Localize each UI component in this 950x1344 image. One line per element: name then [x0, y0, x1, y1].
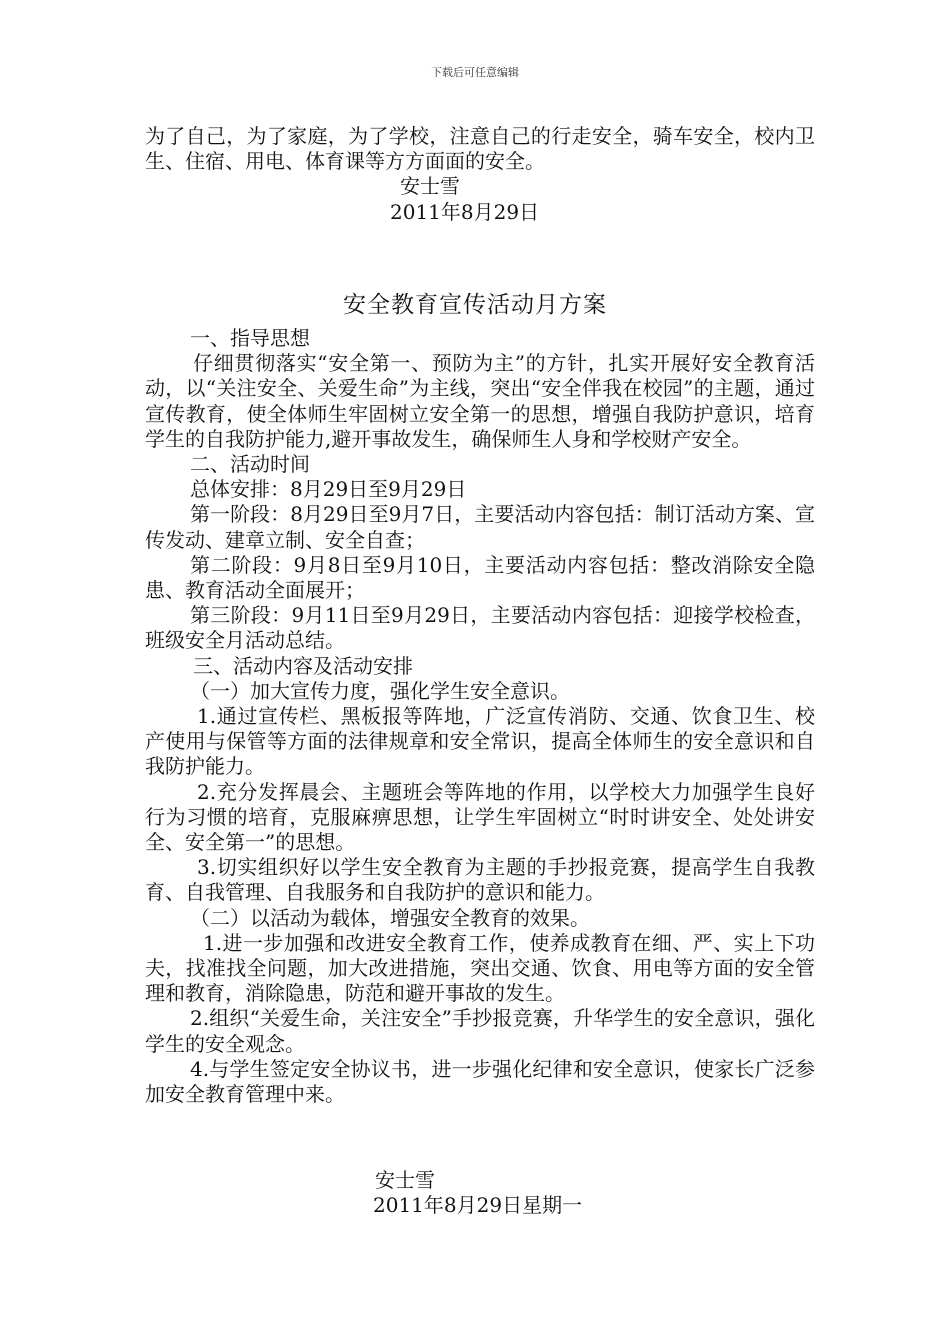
document-title: 安全教育宣传活动月方案	[343, 292, 607, 318]
section-1-heading: 一、指导思想	[190, 326, 310, 350]
section-3-sub-2-item-1: 1.进一步加强和改进安全教育工作，使养成教育在细、严、实上下功夫，找准找全问题，加大改进措施，突出交通、饮食、用电等方面的安全管理和教育，消除隐患，防范和避开事故的发生。	[145, 930, 815, 1006]
section-1-body: 仔细贯彻落实“安全第一、预防为主”的方针，扎实开展好安全教育活动，以“关注安全、关爱生命”为主线，突出“安全伴我在校园”的主题，通过宣传教育，使全体师生牢固树立安全第一的思想，增强自我防护意识，培育学生的自我防护能力,避开事故发生，确保师生人身和学校财产安全。	[145, 351, 815, 451]
section-3-sub-2: （二）以活动为载体，增强安全教育的效果。	[190, 905, 590, 930]
document-body	[145, 326, 815, 1107]
section-2-overall: 总体安排：8月29日至9月29日	[190, 477, 467, 502]
section-2-phase-3: 第三阶段：9月11日至9月29日，主要活动内容包括：迎接学校检查，班级安全月活动总结。	[145, 603, 815, 653]
section-3-sub-1-item-1: 1.通过宣传栏、黑板报等阵地，广泛宣传消防、交通、饮食卫生、校产使用与保管等方面的法律规章和安全常识，提高全体师生的安全意识和自我防护能力。	[145, 704, 815, 779]
intro-date: 2011年8月29日	[390, 199, 540, 224]
section-2-phase-1: 第一阶段：8月29日至9月7日，主要活动内容包括：制订活动方案、宣传发动、建章立制、安全自查；	[145, 502, 815, 552]
section-3-heading: 三、活动内容及活动安排	[193, 653, 413, 678]
section-2-phase-2: 第二阶段：9月8日至9月10日，主要活动内容包括：整改消除安全隐患、教育活动全面展开；	[145, 552, 815, 603]
intro-signature: 安士雪	[400, 174, 460, 199]
section-2-heading: 二、活动时间	[190, 452, 310, 477]
intro-paragraph: 为了自己，为了家庭，为了学校，注意自己的行走安全，骑车安全，校内卫生、住宿、用电、体育课等方方面面的安全。	[145, 124, 815, 174]
closing-signature: 安士雪	[375, 1168, 435, 1192]
section-3-sub-1: （一）加大宣传力度，强化学生安全意识。	[190, 678, 570, 703]
intro-block	[145, 124, 815, 225]
section-3-sub-1-item-3: 3.切实组织好以学生安全教育为主题的手抄报竞赛，提高学生自我教育、自我管理、自我服务和自我防护的意识和能力。	[145, 855, 815, 905]
closing-date: 2011年8月29日星期一	[373, 1193, 583, 1218]
section-3-sub-2-item-2: 2.组织“关爱生命，关注安全”手抄报竞赛，升华学生的安全意识，强化学生的安全观念。	[145, 1006, 815, 1056]
section-3-sub-2-item-4: 4.与学生签定安全协议书，进一步强化纪律和安全意识，使家长广泛参加安全教育管理中来。	[145, 1056, 815, 1107]
page-header: 下载后可任意编辑	[431, 66, 519, 79]
closing-block	[145, 1168, 815, 1218]
section-3-sub-1-item-2: 2.充分发挥晨会、主题班会等阵地的作用，以学校大力加强学生良好行为习惯的培育，克服麻痹思想，让学生牢固树立“时时讲安全、处处讲安全、安全第一”的思想。	[145, 779, 815, 855]
